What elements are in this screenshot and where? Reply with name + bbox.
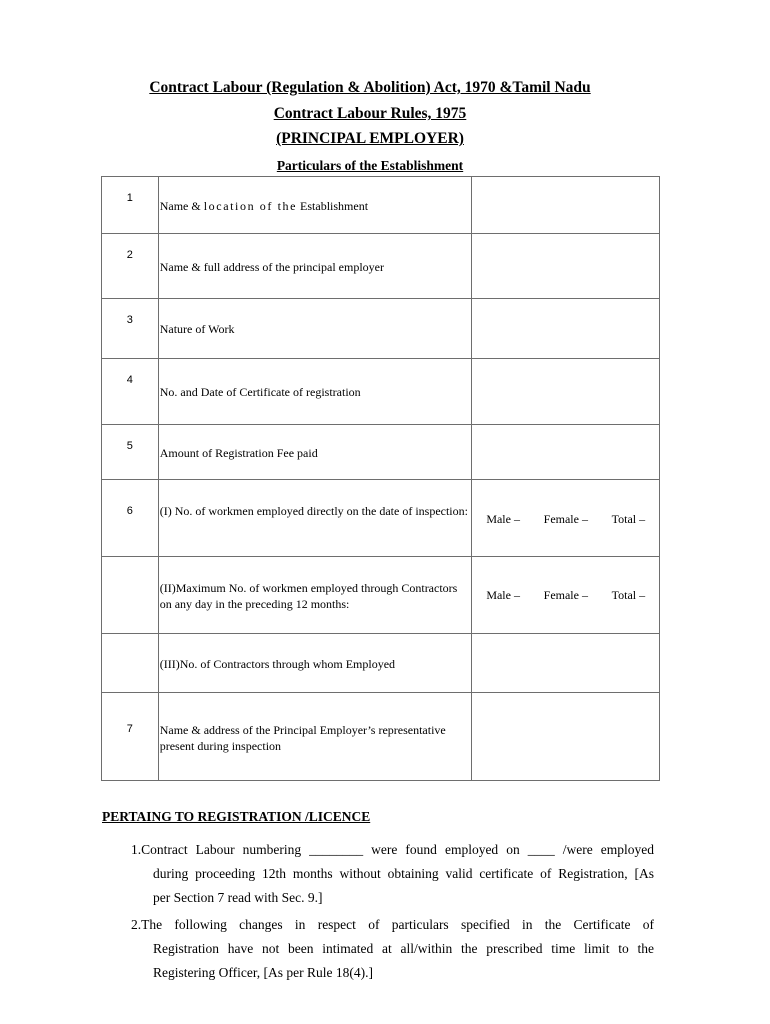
male-count-label: Male – (486, 588, 520, 602)
title-line-1: Contract Labour (Regulation & Abolition) Act, 1970 &Tamil Nadu (149, 79, 591, 96)
row-number: 1 (126, 192, 133, 204)
registration-section-heading: PERTAING TO REGISTRATION /LICENCE (102, 809, 371, 824)
table-row (102, 299, 660, 359)
value-cell[interactable] (472, 177, 660, 234)
table-row (102, 634, 660, 693)
total-count-label: Total – (611, 512, 646, 526)
row-label: Name & location of the Establishment (159, 199, 369, 213)
row-number: 6 (126, 505, 133, 517)
value-cell[interactable] (472, 425, 660, 480)
table-row (102, 359, 660, 425)
row-number: 5 (126, 440, 133, 452)
table-row (102, 425, 660, 480)
particulars-table (101, 176, 660, 781)
row-label: No. and Date of Certificate of registration (159, 385, 361, 399)
title-line-2: Contract Labour Rules, 1975 (273, 105, 467, 122)
row-number: 2 (126, 249, 133, 261)
establishment-subtitle: Particulars of the Establishment (276, 158, 464, 173)
row-label: Name & full address of the principal employer (159, 260, 384, 274)
row-label: Nature of Work (159, 322, 235, 336)
value-cell[interactable] (472, 234, 660, 299)
value-cell[interactable] (472, 693, 660, 781)
table-row (102, 693, 660, 781)
row-label: Name & address of the Principal Employer’s representative present during inspection (159, 723, 446, 753)
female-count-label: Female – (543, 588, 588, 602)
table-row (102, 177, 660, 234)
paragraph-1 (131, 838, 654, 910)
paragraph-line: per Section 7 read with Sec. 9.] (153, 890, 323, 905)
row-label: (I) No. of workmen employed directly on the date of inspection: (159, 504, 468, 518)
value-cell[interactable] (472, 299, 660, 359)
row-label: (II)Maximum No. of workmen employed through Contractors on any day in the preceding 12 months: (159, 581, 458, 611)
value-cell[interactable] (472, 359, 660, 425)
table-row (102, 480, 660, 557)
row-number: 3 (126, 314, 133, 326)
male-count-label: Male – (486, 512, 520, 526)
row-number: 7 (126, 723, 133, 735)
total-count-label: Total – (611, 588, 646, 602)
paragraph-line: during proceeding 12th months without obtaining valid certificate of Registration, [As (153, 866, 654, 881)
row-label: (III)No. of Contractors through whom Employed (159, 657, 396, 671)
female-count-label: Female – (543, 512, 588, 526)
table-row (102, 557, 660, 634)
row-label: Amount of Registration Fee paid (159, 446, 318, 460)
paragraph-line: 2.The following changes in respect of particulars specified in the Certificate of (131, 917, 654, 932)
value-cell[interactable] (472, 634, 660, 693)
gender-counts (472, 480, 659, 527)
table-row (102, 234, 660, 299)
row-number (102, 557, 158, 572)
paragraph-line: 1.Contract Labour numbering ________ were found employed on ____ /were employed (131, 842, 654, 857)
row-number (102, 634, 158, 649)
paragraph-line: Registration have not been intimated at all/within the prescribed time limit to the (153, 941, 654, 956)
gender-counts (472, 557, 659, 603)
title-line-3: (PRINCIPAL EMPLOYER) (276, 130, 464, 147)
paragraph-2 (131, 913, 654, 985)
paragraph-line: Registering Officer, [As per Rule 18(4).] (153, 965, 374, 980)
row-number: 4 (126, 374, 133, 386)
